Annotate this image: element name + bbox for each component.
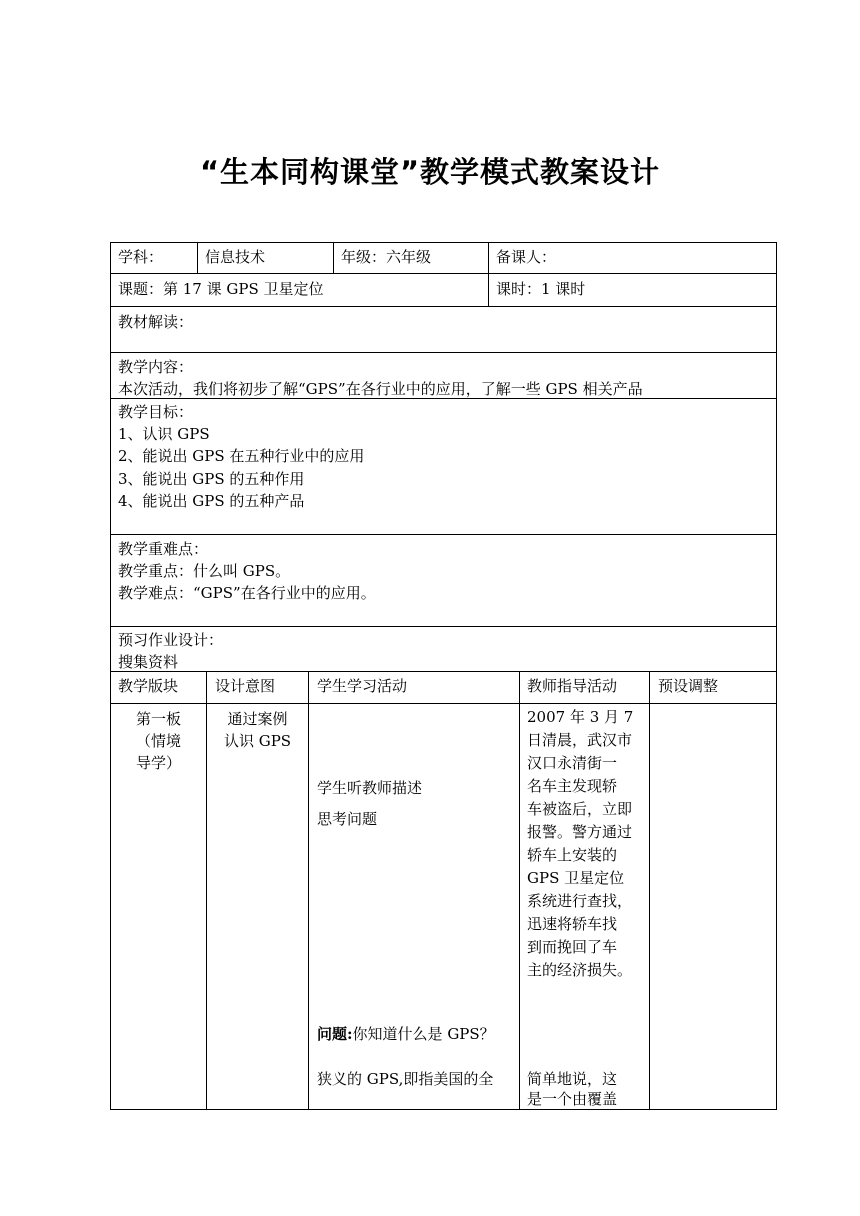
preparer-field: 备课人： [496,248,557,266]
table-border-left [110,242,111,1110]
col-divider [308,671,309,1109]
teacher-line: 主的经济损失。 [527,961,633,979]
content-label: 教学内容： [118,358,194,376]
student-line: 狭义的 GPS,即指美国的全 [317,1070,494,1088]
teacher-line: 轿车上安装的 [527,846,618,864]
header-teacher: 教师指导活动 [527,677,618,695]
question-line [317,1023,495,1045]
row-divider [110,626,777,627]
header-block: 教学版块 [118,677,179,695]
student-line: 思考问题 [317,810,378,828]
subject-value: 信息技术 [205,248,266,266]
row-divider [110,671,777,672]
teacher-line: 报警。警方通过 [527,823,633,841]
block-line: 导学） [135,754,181,772]
grade-field: 年级：六年级 [341,248,432,266]
table-border-right [776,242,777,1110]
row-divider [110,534,777,535]
teacher-line: 迅速将轿车找 [527,915,618,933]
goals-label: 教学目标： [118,403,194,421]
topic-field: 课题：第 17 课 GPS 卫星定位 [118,280,324,298]
col-divider [519,671,520,1109]
header-student: 学生学习活动 [317,677,408,695]
question-label: 问题: [317,1025,353,1043]
goal-item: 2、能说出 GPS 在五种行业中的应用 [118,447,365,465]
teacher-line: 是一个由覆盖 [527,1090,618,1108]
question-text: 你知道什么是 GPS？ [352,1025,495,1043]
difficulty-label: 教学重难点： [118,540,209,558]
intent-line: 认识 GPS [223,732,292,750]
goal-item: 3、能说出 GPS 的五种作用 [118,470,305,488]
table-border-bottom [110,1109,777,1110]
teacher-line: 2007 年 3 月 7 [527,708,634,726]
teacher-line: 汉口永清街一 [527,754,618,772]
block-line: 第一板 [135,710,181,728]
goal-item: 1、认识 GPS [118,425,210,443]
subject-label: 学科： [118,248,164,266]
header-intent: 设计意图 [215,677,276,695]
teacher-line: 简单地说，这 [527,1070,618,1088]
content-text: 本次活动，我们将初步了解“GPS”在各行业中的应用，了解一些 GPS 相关产品 [118,380,643,398]
intent-line: 通过案例 [227,710,288,728]
homework-label: 预习作业设计： [118,631,224,649]
teacher-line: 日清晨，武汉市 [527,731,633,749]
student-line: 学生听教师描述 [317,779,423,797]
key-point: 教学重点：什么叫 GPS。 [118,562,291,580]
block-line: （情境 [135,732,181,750]
teacher-line: GPS 卫星定位 [527,869,625,887]
teacher-line: 到而挽回了车 [527,938,618,956]
material-label: 教材解读： [118,313,194,331]
teacher-line: 系统进行查找， [527,892,633,910]
row-divider [110,703,777,704]
teacher-line: 车被盗后，立即 [527,800,633,818]
teacher-line: 名车主发现轿 [527,777,618,795]
page-title: “生本同构课堂”教学模式教案设计 [199,155,661,189]
row-divider [110,273,777,274]
col-divider [649,671,650,1109]
homework-text: 搜集资料 [118,653,179,671]
goal-item: 4、能说出 GPS 的五种产品 [118,492,305,510]
col-divider [488,242,489,306]
table-border-top [110,242,777,243]
row-divider [110,306,777,307]
period-field: 课时：1 课时 [496,280,586,298]
header-adjust: 预设调整 [658,677,719,695]
col-divider [197,242,198,273]
row-divider [110,352,777,353]
col-divider [333,242,334,273]
hard-point: 教学难点：“GPS”在各行业中的应用。 [118,584,376,602]
